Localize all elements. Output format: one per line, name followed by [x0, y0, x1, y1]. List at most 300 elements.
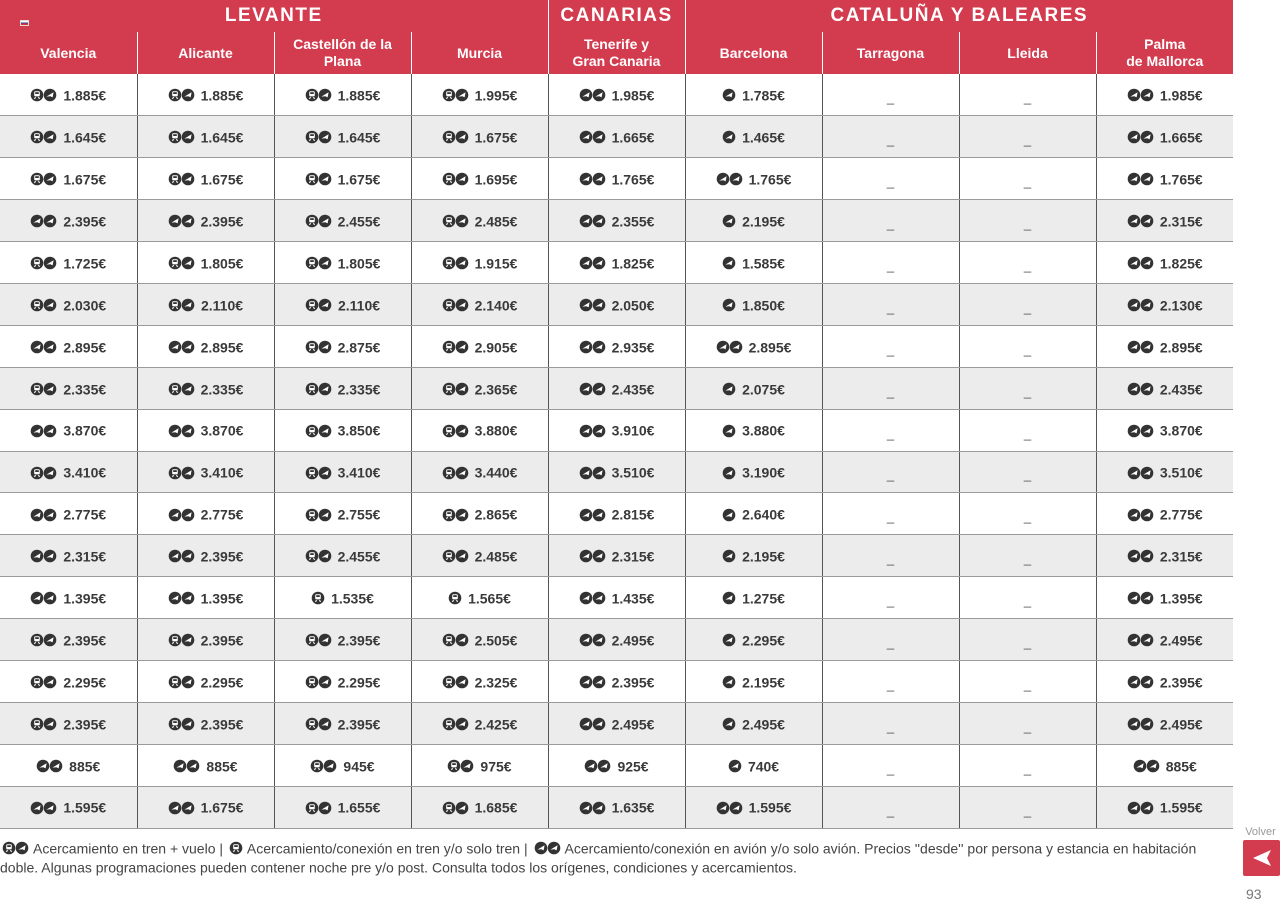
price-cell: [959, 158, 1096, 200]
not-available-dash: _: [886, 132, 895, 148]
train-plane-icon: [168, 172, 195, 186]
price-cell: [274, 786, 411, 828]
price-cell: [411, 493, 548, 535]
plane-plane-icon: [579, 549, 606, 563]
price-value: 2.395€: [200, 715, 244, 732]
price-cell: [0, 660, 137, 702]
price-value: 2.195€: [742, 213, 785, 230]
plane-icon: [722, 675, 736, 689]
not-available-dash: _: [1023, 132, 1032, 148]
price-value: 2.395€: [611, 674, 655, 691]
table-row: [0, 660, 1233, 702]
city-header-2: [274, 32, 411, 74]
price-cell: [822, 702, 959, 744]
price-value: 3.880€: [742, 422, 785, 439]
price-value: 2.395€: [63, 715, 107, 732]
table-row: [0, 451, 1233, 493]
price-cell: [137, 367, 274, 409]
not-available-dash: _: [886, 341, 895, 357]
city-header-label: Valencia: [40, 44, 97, 61]
price-value: 1.885€: [200, 87, 244, 104]
plane-plane-icon: [579, 508, 606, 522]
price-cell: [548, 242, 685, 284]
train-plane-icon: [30, 130, 57, 144]
price-cell: [0, 409, 137, 451]
price-cell: [685, 451, 822, 493]
price-value: 2.485€: [474, 548, 518, 565]
train-plane-icon: [168, 675, 195, 689]
price-cell: [1096, 619, 1233, 661]
price-value: 1.995€: [474, 87, 518, 104]
back-nav[interactable]: [1241, 826, 1280, 876]
price-cell: [1096, 74, 1233, 116]
plane-plane-icon: [579, 466, 606, 480]
train-plane-icon: [305, 298, 332, 312]
city-header-row: [0, 32, 1233, 74]
legend-train-plane-text: Acercamiento en tren + vuelo |: [33, 840, 224, 857]
price-cell: [137, 116, 274, 158]
price-cell: [822, 451, 959, 493]
price-cell: [0, 451, 137, 493]
not-available-dash: _: [886, 802, 895, 818]
plane-plane-icon: [579, 214, 606, 228]
price-value: 3.410€: [337, 464, 381, 481]
plane-plane-icon: [1127, 549, 1154, 563]
not-available-dash: _: [1023, 174, 1032, 190]
price-cell: [0, 367, 137, 409]
price-cell: [685, 702, 822, 744]
back-arrow-icon: [1252, 849, 1272, 867]
price-value: 2.495€: [1159, 715, 1203, 732]
price-cell: [822, 158, 959, 200]
price-cell: [274, 493, 411, 535]
price-value: 2.865€: [474, 506, 518, 523]
plane-plane-icon: [1127, 256, 1154, 270]
price-value: 1.805€: [200, 255, 244, 272]
not-available-dash: _: [1023, 593, 1032, 609]
price-cell: [822, 786, 959, 828]
city-header-0: [0, 32, 137, 74]
price-value: 3.510€: [1159, 464, 1203, 481]
back-button[interactable]: [1243, 840, 1280, 876]
price-value: 1.595€: [63, 799, 107, 816]
city-header-label: Tarragona: [856, 44, 925, 61]
plane-plane-icon: [579, 424, 606, 438]
not-available-dash: _: [886, 635, 895, 651]
price-cell: [137, 744, 274, 786]
city-header-8: [1096, 32, 1233, 74]
price-value: 885€: [206, 757, 238, 774]
price-value: 1.655€: [337, 799, 381, 816]
price-cell: [274, 367, 411, 409]
not-available-dash: _: [886, 509, 895, 525]
train-plane-icon: [442, 214, 469, 228]
price-value: 2.395€: [200, 548, 244, 565]
plane-plane-icon: [579, 591, 606, 605]
price-value: 1.825€: [1159, 255, 1203, 272]
price-value: 3.870€: [200, 422, 244, 439]
price-cell: [137, 242, 274, 284]
price-cell: [685, 577, 822, 619]
city-header-5: [685, 32, 822, 74]
price-cell: [959, 577, 1096, 619]
table-row: [0, 116, 1233, 158]
city-header-label: Murcia: [456, 44, 503, 61]
plane-plane-icon: [579, 717, 606, 731]
train-plane-icon: [305, 549, 332, 563]
price-value: 3.440€: [474, 464, 518, 481]
not-available-dash: _: [1023, 299, 1032, 315]
price-cell: [959, 116, 1096, 158]
price-cell: [0, 283, 137, 325]
price-value: 1.535€: [331, 590, 374, 607]
price-cell: [137, 493, 274, 535]
price-cell: [0, 535, 137, 577]
price-cell: [411, 702, 548, 744]
train-plane-icon: [442, 130, 469, 144]
city-header-7: [959, 32, 1096, 74]
price-cell: [0, 744, 137, 786]
not-available-dash: _: [1023, 258, 1032, 273]
table-row: [0, 367, 1233, 409]
price-value: 1.765€: [1159, 171, 1203, 188]
price-cell: [685, 744, 822, 786]
price-cell: [274, 242, 411, 284]
price-value: 3.850€: [337, 422, 381, 439]
not-available-dash: _: [886, 216, 895, 232]
plane-plane-icon: [579, 633, 606, 647]
train-plane-icon: [442, 298, 469, 312]
price-value: 2.335€: [63, 380, 107, 397]
plane-icon: [722, 591, 736, 605]
price-value: 2.815€: [611, 506, 655, 523]
price-value: 1.435€: [611, 590, 655, 607]
train-plane-icon: [30, 633, 57, 647]
train-plane-icon: [442, 717, 469, 731]
page-number: 93: [1246, 886, 1262, 901]
train-plane-icon: [305, 633, 332, 647]
price-cell: [959, 325, 1096, 367]
not-available-dash: _: [1023, 216, 1032, 232]
plane-plane-icon: [579, 88, 606, 102]
price-cell: [685, 200, 822, 242]
price-cell: [137, 535, 274, 577]
train-plane-icon: [442, 88, 469, 102]
price-cell: [959, 200, 1096, 242]
table-row: [0, 242, 1233, 284]
price-cell: [274, 158, 411, 200]
price-cell: [959, 283, 1096, 325]
price-value: 2.130€: [1159, 297, 1203, 314]
price-cell: [685, 158, 822, 200]
price-cell: [822, 200, 959, 242]
price-cell: [685, 535, 822, 577]
plane-icon: [722, 466, 736, 480]
city-header-label: Alicante: [178, 44, 233, 61]
not-available-dash: _: [1023, 676, 1032, 692]
train-plane-icon: [305, 214, 332, 228]
price-value: 2.110€: [337, 297, 381, 314]
price-value: 1.465€: [742, 129, 785, 146]
price-value: 1.725€: [63, 255, 107, 272]
region-header-levante: LEVANTE: [0, 0, 548, 32]
price-value: 885€: [1165, 757, 1197, 774]
plane-plane-icon: [1127, 591, 1154, 605]
plane-icon: [722, 424, 736, 438]
price-value: 1.675€: [63, 171, 107, 188]
table-row: [0, 158, 1233, 200]
price-value: 2.365€: [474, 380, 518, 397]
price-cell: [1096, 158, 1233, 200]
price-cell: [548, 493, 685, 535]
price-value: 1.395€: [1159, 590, 1203, 607]
plane-plane-icon: [579, 298, 606, 312]
train-plane-icon: [168, 130, 195, 144]
price-value: 1.825€: [611, 255, 655, 272]
price-value: 1.675€: [200, 171, 244, 188]
train-plane-icon: [442, 508, 469, 522]
plane-plane-icon: [716, 172, 743, 186]
plane-icon: [722, 256, 736, 270]
price-cell: [0, 158, 137, 200]
price-value: 1.885€: [63, 87, 107, 104]
train-plane-icon: [447, 759, 474, 773]
price-cell: [411, 786, 548, 828]
price-cell: [1096, 702, 1233, 744]
price-value: 2.455€: [337, 548, 381, 565]
price-cell: [1096, 200, 1233, 242]
price-value: 2.395€: [63, 213, 107, 230]
plane-plane-icon: [1127, 424, 1154, 438]
price-value: 2.395€: [63, 632, 107, 649]
price-value: 2.335€: [200, 380, 244, 397]
price-cell: [548, 367, 685, 409]
price-cell: [685, 242, 822, 284]
price-table-body: [0, 74, 1233, 828]
train-plane-icon: [442, 424, 469, 438]
price-cell: [411, 744, 548, 786]
price-value: 1.785€: [742, 87, 785, 104]
price-value: 2.905€: [474, 338, 518, 355]
price-cell: [274, 283, 411, 325]
price-value: 1.635€: [611, 799, 655, 816]
price-cell: [411, 660, 548, 702]
price-cell: [274, 116, 411, 158]
not-available-dash: _: [886, 383, 895, 399]
price-cell: [1096, 535, 1233, 577]
price-cell: [274, 409, 411, 451]
price-value: 2.295€: [200, 674, 244, 691]
price-value: 2.875€: [337, 338, 381, 355]
price-cell: [274, 325, 411, 367]
plane-icon: [722, 633, 736, 647]
price-value: 2.295€: [742, 632, 785, 649]
price-cell: [548, 325, 685, 367]
price-cell: [411, 451, 548, 493]
train-plane-icon: [305, 466, 332, 480]
not-available-dash: _: [886, 676, 895, 692]
plane-icon: [722, 130, 736, 144]
plane-plane-icon: [579, 256, 606, 270]
price-value: 3.190€: [742, 464, 785, 481]
table-row: [0, 744, 1233, 786]
price-cell: [0, 74, 137, 116]
plane-plane-icon: [584, 759, 611, 773]
price-cell: [137, 325, 274, 367]
price-value: 1.695€: [474, 171, 518, 188]
price-cell: [137, 74, 274, 116]
plane-icon: [722, 717, 736, 731]
table-row: [0, 325, 1233, 367]
price-value: 1.395€: [63, 590, 107, 607]
price-cell: [548, 200, 685, 242]
price-cell: [685, 367, 822, 409]
plane-plane-icon: [30, 508, 57, 522]
price-cell: [411, 325, 548, 367]
price-cell: [1096, 367, 1233, 409]
legend-train-text: Acercamiento/conexión en tren y/o solo tren |: [246, 840, 528, 857]
price-value: 2.755€: [337, 506, 381, 523]
price-cell: [0, 577, 137, 619]
price-value: 1.985€: [611, 87, 655, 104]
price-value: 2.050€: [611, 297, 655, 314]
plane-plane-icon: [30, 424, 57, 438]
train-plane-icon: [30, 717, 57, 731]
price-value: 2.315€: [611, 548, 655, 565]
price-value: 2.895€: [63, 338, 107, 355]
plane-plane-icon: [1127, 717, 1154, 731]
price-cell: [822, 242, 959, 284]
not-available-dash: _: [1023, 551, 1032, 567]
city-header-3: [411, 32, 548, 74]
price-cell: [548, 283, 685, 325]
price-cell: [822, 619, 959, 661]
price-cell: [1096, 242, 1233, 284]
plane-icon: [722, 382, 736, 396]
price-value: 1.565€: [468, 590, 511, 607]
price-value: 2.075€: [742, 380, 785, 397]
plane-plane-icon: [1127, 130, 1154, 144]
price-value: 1.665€: [611, 129, 655, 146]
price-value: 2.195€: [742, 548, 785, 565]
price-value: 3.410€: [63, 464, 107, 481]
price-cell: [959, 74, 1096, 116]
price-cell: [548, 577, 685, 619]
price-value: 1.275€: [742, 590, 785, 607]
price-value: 3.510€: [611, 464, 655, 481]
region-header-canarias: CANARIAS: [548, 0, 685, 32]
not-available-dash: _: [1023, 760, 1032, 776]
plane-icon: [722, 549, 736, 563]
price-cell: [411, 367, 548, 409]
price-value: 2.895€: [200, 338, 244, 355]
price-cell: [548, 158, 685, 200]
plane-plane-icon: [1127, 214, 1154, 228]
price-value: 2.455€: [337, 213, 381, 230]
price-cell: [1096, 493, 1233, 535]
table-row: [0, 409, 1233, 451]
price-cell: [822, 367, 959, 409]
plane-plane-icon: [168, 591, 195, 605]
not-available-dash: _: [1023, 635, 1032, 651]
price-value: 1.675€: [474, 129, 518, 146]
price-value: 3.910€: [611, 422, 655, 439]
price-cell: [0, 116, 137, 158]
price-cell: [274, 660, 411, 702]
price-value: 2.315€: [1159, 548, 1203, 565]
plane-plane-icon: [716, 801, 743, 815]
price-cell: [959, 451, 1096, 493]
price-cell: [959, 367, 1096, 409]
plane-plane-icon: [168, 214, 195, 228]
price-value: 2.895€: [1159, 338, 1203, 355]
train-icon: [448, 591, 462, 605]
not-available-dash: _: [886, 174, 895, 190]
price-cell: [274, 451, 411, 493]
train-plane-icon: [168, 88, 195, 102]
plane-plane-icon: [30, 214, 57, 228]
price-cell: [137, 786, 274, 828]
plane-plane-icon: [1127, 88, 1154, 102]
plane-icon: [722, 214, 736, 228]
plane-plane-icon: [168, 340, 195, 354]
train-plane-icon: [442, 340, 469, 354]
price-value: 2.335€: [337, 380, 381, 397]
city-header-label: Palma: [1144, 36, 1186, 52]
price-value: 2.895€: [748, 338, 792, 355]
price-cell: [411, 409, 548, 451]
price-cell: [959, 619, 1096, 661]
price-cell: [685, 660, 822, 702]
train-plane-icon: [442, 172, 469, 186]
not-available-dash: _: [1023, 467, 1032, 483]
train-plane-icon: [30, 466, 57, 480]
price-cell: [959, 493, 1096, 535]
city-header-label: Plana: [323, 53, 362, 69]
price-cell: [0, 242, 137, 284]
price-value: 1.850€: [742, 297, 785, 314]
price-cell: [411, 577, 548, 619]
not-available-dash: _: [1023, 718, 1032, 734]
not-available-dash: _: [1023, 383, 1032, 399]
price-value: 1.915€: [474, 255, 518, 272]
price-value: 2.425€: [474, 715, 518, 732]
price-cell: [959, 744, 1096, 786]
price-cell: [822, 283, 959, 325]
price-cell: [1096, 409, 1233, 451]
price-cell: [0, 702, 137, 744]
train-plane-icon: [30, 88, 57, 102]
city-header-label: Tenerife y: [583, 36, 650, 52]
price-cell: [685, 619, 822, 661]
price-cell: [274, 702, 411, 744]
price-cell: [959, 702, 1096, 744]
price-cell: [411, 535, 548, 577]
not-available-dash: _: [1023, 90, 1032, 106]
not-available-dash: _: [1023, 425, 1032, 441]
price-cell: [548, 619, 685, 661]
legend-plane-text: Acercamiento/conexión en avión y/o solo avión. Precios ''desde'' por persona y estancia en habitación doble. Algunas programaciones pueden contener noche pre y/o post. Consulta todos los orígenes, condiciones y acercamientos.: [0, 840, 1197, 876]
plane-plane-icon: [30, 549, 57, 563]
price-cell: [1096, 660, 1233, 702]
plane-plane-icon: [1127, 801, 1154, 815]
train-plane-icon: [30, 256, 57, 270]
price-value: 2.495€: [742, 715, 785, 732]
price-cell: [548, 535, 685, 577]
train-plane-icon: [310, 759, 337, 773]
price-value: 925€: [617, 757, 649, 774]
price-cell: [548, 74, 685, 116]
